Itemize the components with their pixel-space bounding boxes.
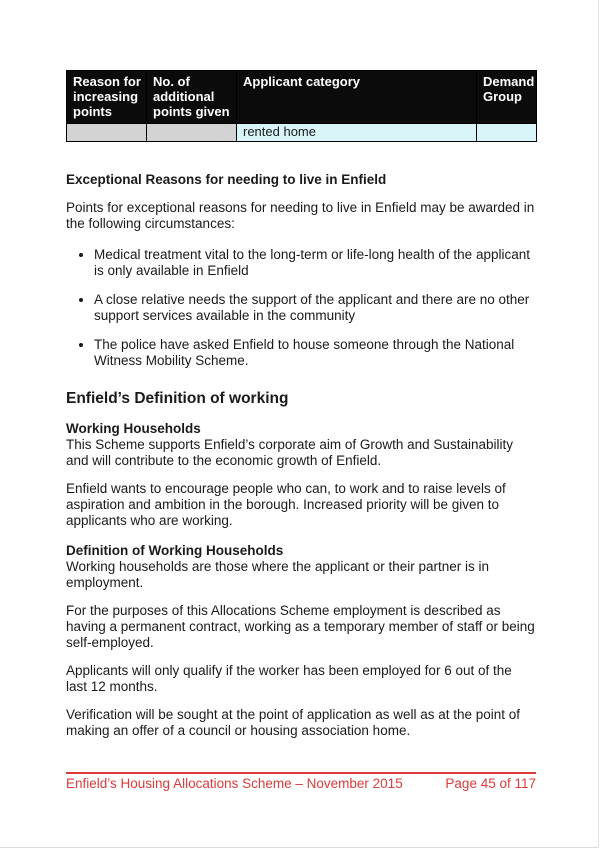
points-table: [66, 70, 537, 142]
paragraph-verification: Verification will be sought at the point of application as well as at the point of making an offer of a council or housing association home.: [66, 707, 521, 738]
heading-exceptional-reasons: Exceptional Reasons for needing to live in Enfield: [66, 172, 387, 187]
cell-applicant-category: rented home: [237, 124, 477, 142]
exceptional-bullet-list: [66, 247, 536, 369]
cell-demand-group: [477, 124, 537, 142]
col-header-reason-for-increasing-points: Reason for increasing points: [67, 71, 147, 124]
paragraph-applicants-qualify: Applicants will only qualify if the worker has been employed for 6 out of the last 12 months.: [66, 663, 512, 694]
bullet-police-witness: • The police have asked Enfield to house someone through the National Witness Mobility Scheme.: [94, 337, 536, 369]
paragraph-working-households-are: Working households are those where the applicant or their partner is in employment.: [66, 559, 489, 590]
bullet-medical-treatment: • Medical treatment vital to the long-term or life-long health of the applicant is only available in Enfield: [94, 247, 536, 279]
page-content: [66, 70, 536, 739]
table-header-row: [67, 71, 537, 124]
heading-definition-of-working: Enfield’s Definition of working: [66, 390, 289, 407]
page-footer: [66, 772, 536, 792]
footer-document-title: Enfield’s Housing Allocations Scheme – November 2015: [66, 776, 403, 791]
paragraph-scheme-supports: This Scheme supports Enfield’s corporate aim of Growth and Sustainability and will contribute to the economic growth of Enfield.: [66, 437, 513, 468]
heading-working-households: Working Households: [66, 421, 201, 436]
table-row: [67, 124, 537, 142]
cell-reason: [67, 124, 147, 142]
cell-points: [147, 124, 237, 142]
col-header-applicant-category: Applicant category: [237, 71, 477, 124]
col-header-demand-group: Demand Group: [477, 71, 537, 124]
paragraph-exceptional-intro: Points for exceptional reasons for needing to live in Enfield may be awarded in the following circumstances:: [66, 200, 535, 231]
col-header-no-of-additional-points-given: No. of additional points given: [147, 71, 237, 124]
paragraph-encourage-people: Enfield wants to encourage people who can, to work and to raise levels of aspiration and ambition in the borough. Increased priority will be given to applicants who are working.: [66, 481, 506, 528]
paragraph-purposes-allocations: For the purposes of this Allocations Scheme employment is described as having a permanent contract, working as a temporary member of staff or being self-employed.: [66, 603, 535, 650]
bullet-close-relative: • A close relative needs the support of the applicant and there are no other support services available in the community: [94, 292, 536, 324]
heading-definition-working-households: Definition of Working Households: [66, 543, 284, 558]
footer-page-number: Page 45 of 117: [445, 776, 536, 791]
